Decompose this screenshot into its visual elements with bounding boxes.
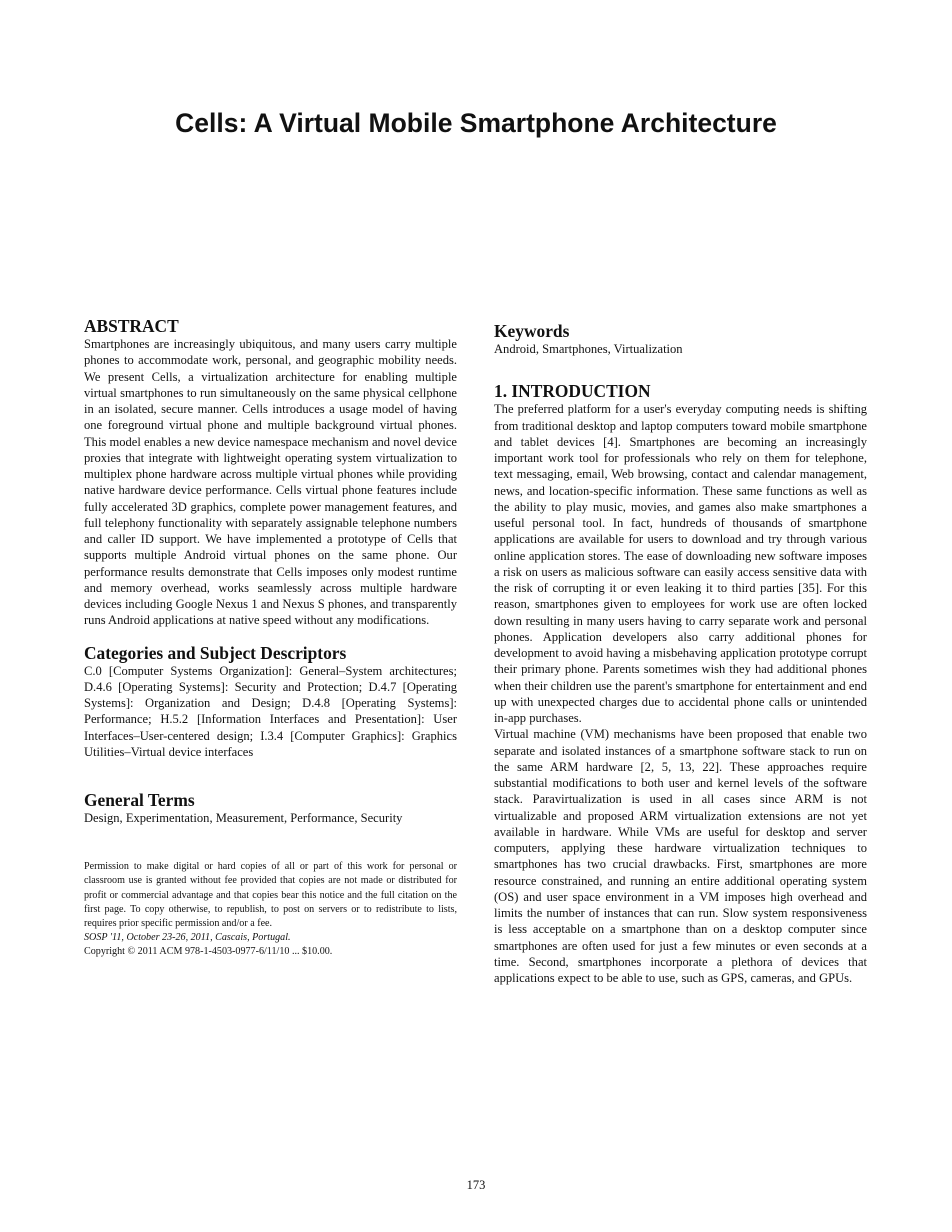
introduction-heading: 1. INTRODUCTION [494, 381, 651, 402]
right-column [494, 321, 867, 986]
copyright-line: Copyright © 2011 ACM 978-1-4503-0977-6/11/10 ... $10.00. [84, 946, 333, 958]
page-number: 173 [466, 1178, 486, 1192]
categories-section [84, 643, 457, 761]
abstract-heading: ABSTRACT [84, 316, 179, 336]
general-terms-heading: General Terms [84, 790, 195, 810]
permission-text: Permission to make digital or hard copies of all or part of this work for personal or classroom use is granted without fee provided that copies are not made or distributed for profit or commercial advantage and that copies bear this notice and the full citation on the first page. To copy otherwise, to republish, to post on servers or to redistribute to lists, requires prior specific permission and/or a fee. [84, 861, 457, 930]
venue-line: SOSP '11, October 23-26, 2011, Cascais, Portugal. [84, 932, 291, 944]
keywords-text: Android, Smartphones, Virtualization [494, 342, 683, 356]
left-column [84, 316, 457, 960]
categories-text: C.0 [Computer Systems Organization]: General–System architectures; D.4.6 [Operating Systems]: Security and Protection; D.4.7 [Operating Systems]: Organization and Design; D.4.8 [Operating Systems]: Performance; H.5.2 [Information Interfaces and Presentation]: User Interfaces–User-centered design; I.3.4 [Computer Graphics]: Graphics Utilities–Virtual device interfaces [84, 663, 457, 759]
categories-heading: Categories and Subject Descriptors [84, 642, 347, 663]
keywords-heading: Keywords [494, 321, 570, 341]
introduction-section [494, 381, 867, 986]
keywords-section [494, 321, 867, 357]
abstract-section [84, 316, 457, 629]
introduction-paragraph-1: The preferred platform for a user's everyday computing needs is shifting from traditional desktop and laptop computers toward mobile smartphone and tablet devices [4]. Smartphones are becoming an increasingly important work tool for professionals who rely on them for telephone, text messaging, email, Web browsing, contact and calendar management, news, and location-specific information. These same functions as well as the ability to play music, movies, and games also make smartphones a useful personal tool. In fact, hundreds of thousands of smartphone applications are available for users to download and try through various online application stores. The ease of downloading new software imposes a risk on users as malicious software can easily access sensitive data with the risk of corrupting it or even leaking it to third parties [35]. For this reason, smartphones given to employees for work use are often locked down resulting in many users having to carry separate work and personal phones. Application developers also carry additional phones for development to avoid having a misbehaving application prototype corrupt their primary phone. Parents sometimes wish they had additional phones when their children use the parent's smartphone for entertainment and end up with unexpected charges due to accidental phone calls or unintended in-app purchases. [494, 402, 867, 725]
paper-title: Cells: A Virtual Mobile Smartphone Architecture [175, 108, 777, 138]
introduction-paragraph-2: Virtual machine (VM) mechanisms have been proposed that enable two separate and isolated instances of a smartphone software stack to run on the same ARM hardware [2, 5, 13, 22]. These approaches require substantial modifications to both user and kernel levels of the software stack. Paravirtualization is used in all cases since ARM is not virtualizable and proposed ARM virtualization extensions are not yet available in hardware. While VMs are useful for desktop and server computers, applying these hardware virtualization techniques to smartphones has two crucial drawbacks. First, smartphones are more resource constrained, and running an entire additional operating system (OS) and user space environment in a VM imposes high overhead and limits the number of instances that can run. Slow system responsiveness is less acceptable on a smartphone than on a desktop computer since smartphones are often used for just a few minutes or even seconds at a time. Second, smartphones incorporate a plethora of devices that applications expect to be able to use, such as GPS, cameras, and GPUs. [494, 727, 867, 985]
abstract-text: Smartphones are increasingly ubiquitous, and many users carry multiple phones to accommodate work, personal, and geographic mobility needs. We present Cells, a virtualization architecture for enabling multiple virtual smartphones to run simultaneously on the same physical cellphone in an isolated, secure manner. Cells introduces a usage model of having one foreground virtual phone and multiple background virtual phones. This model enables a new device namespace mechanism and novel device proxies that integrate with lightweight operating system virtualization to multiplex phone hardware across multiple virtual phones while providing native hardware device performance. Cells virtual phone features include fully accelerated 3D graphics, complete power management features, and full telephony functionality with separately assignable telephone numbers and caller ID support. We have implemented a prototype of Cells that supports multiple Android virtual phones on the same phone. Our performance results demonstrate that Cells imposes only modest runtime and memory overhead, works seamlessly across multiple hardware devices including Google Nexus 1 and Nexus S phones, and transparently runs Android applications at native speed without any modifications. [84, 337, 457, 628]
general-terms-section [84, 790, 457, 826]
general-terms-text: Design, Experimentation, Measurement, Performance, Security [84, 811, 403, 825]
permission-block [84, 860, 457, 959]
